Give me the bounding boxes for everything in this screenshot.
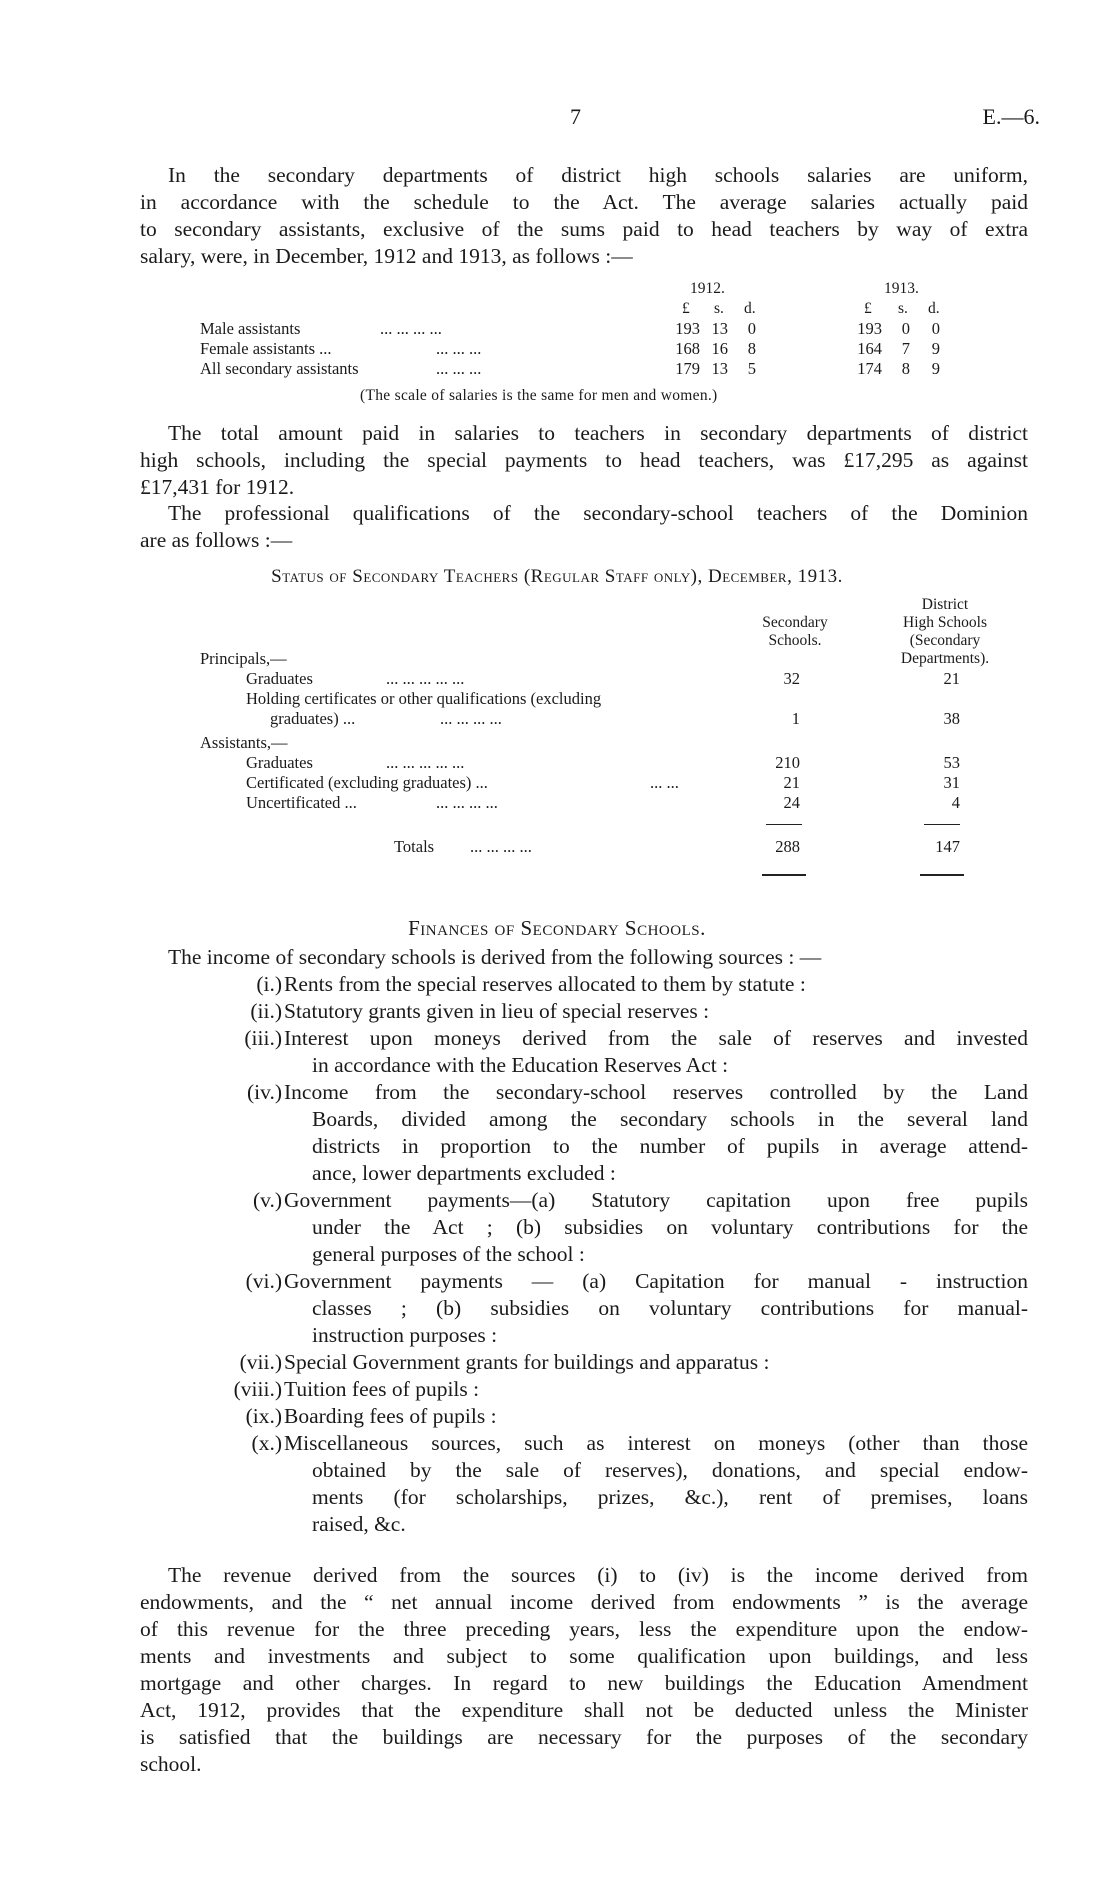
item-line: Government payments—(a) Statutory capitation upon free pupils <box>284 1188 1028 1212</box>
status-row-principal-certified <box>200 708 1020 729</box>
paragraph-line: of this revenue for the three preceding years, less the expenditure upon the endow- <box>140 1617 1028 1641</box>
value-secondary: 21 <box>783 773 800 792</box>
status-row-assistant-graduates <box>200 752 1020 773</box>
leader-dots: ... ... <box>650 773 679 792</box>
unit-pound-1912: £ <box>682 300 690 317</box>
shillings-1913: 7 <box>901 339 910 358</box>
item-line: raised, &c. <box>312 1512 406 1536</box>
paragraph-line: school. <box>140 1752 202 1776</box>
item-line: Miscellaneous sources, such as interest on moneys (other than those <box>284 1431 1028 1455</box>
status-row-principal-holding <box>200 688 1020 709</box>
pounds-1913: 174 <box>857 359 882 378</box>
col-district-high-header-2: High Schools <box>903 614 987 631</box>
row-label: Holding certificates or other qualifications (excluding <box>246 689 602 708</box>
col-district-high-header-3: (Secondary <box>909 632 981 649</box>
pounds-1912: 168 <box>675 339 700 358</box>
item-line: ments (for scholarships, prizes, &c.), rent of premises, loans <box>312 1485 1028 1509</box>
double-rule-secondary <box>762 874 806 876</box>
item-number: (ii.) <box>250 999 282 1023</box>
row-label: Female assistants ... <box>200 339 332 358</box>
item-line: ance, lower departments excluded : <box>312 1161 616 1185</box>
item-number: (vi.) <box>245 1269 282 1293</box>
row-label: Certificated (excluding graduates) ... <box>246 773 488 792</box>
paragraph-line: in accordance with the schedule to the Act. The average salaries actually paid <box>140 190 1028 214</box>
total-salaries-paragraph <box>140 420 1028 501</box>
value-secondary: 210 <box>775 753 800 772</box>
pounds-1913: 164 <box>857 339 882 358</box>
totals-label: Totals <box>394 837 435 856</box>
paragraph-line: The income of secondary schools is derived from the following sources : — <box>168 945 822 969</box>
paragraph-line: In the secondary departments of district high schools salaries are uniform, <box>168 163 1028 187</box>
col-district-high-header-4: Departments). <box>900 650 990 667</box>
item-text <box>284 971 1028 998</box>
paragraph-line: £17,431 for 1912. <box>140 475 295 499</box>
qualifications-paragraph <box>140 500 1028 554</box>
pounds-1913: 193 <box>857 319 882 338</box>
item-line: Interest upon moneys derived from the sale of reserves and invested <box>284 1026 1028 1050</box>
pence-1913: 9 <box>931 359 940 378</box>
revenue-paragraph <box>140 1562 1028 1778</box>
value-secondary: 1 <box>791 709 800 728</box>
item-number: (viii.) <box>233 1377 282 1401</box>
leader-dots: ... ... ... ... <box>440 709 502 728</box>
item-line: Income from the secondary-school reserves controlled by the Land <box>284 1080 1028 1104</box>
item-number: (i.) <box>256 972 282 996</box>
item-text <box>284 998 1028 1025</box>
value-district-high: 38 <box>943 709 960 728</box>
leader-dots: ... ... ... ... ... <box>386 753 465 772</box>
item-text <box>284 1376 1028 1403</box>
item-number: (iii.) <box>244 1026 282 1050</box>
leader-dots: ... ... ... ... <box>470 837 532 856</box>
item-number: (vii.) <box>239 1350 282 1374</box>
item-line: obtained by the sale of reserves), donations, and special endow- <box>312 1458 1028 1482</box>
status-row-assistant-certificated <box>200 772 1020 793</box>
item-text <box>284 1187 1028 1268</box>
item-text <box>284 1268 1028 1349</box>
shillings-1912: 13 <box>711 359 728 378</box>
finances-intro <box>140 944 1028 971</box>
paragraph-line: endowments, and the “ net annual income derived from endowments ” is the average <box>140 1590 1028 1614</box>
item-text <box>284 1430 1028 1538</box>
row-label: Graduates <box>246 753 313 772</box>
status-row-assistant-uncertificated <box>200 792 1020 813</box>
row-label: Male assistants <box>200 319 301 338</box>
paragraph-line: mortgage and other charges. In regard to new buildings the Education Amendment <box>140 1671 1028 1695</box>
item-line: Tuition fees of pupils : <box>284 1377 480 1401</box>
paragraph-line: The revenue derived from the sources (i) to (iv) is the income derived from <box>168 1563 1028 1587</box>
salary-table <box>200 278 980 410</box>
item-text <box>284 1079 1028 1187</box>
salary-row-male <box>200 318 980 339</box>
item-number: (x.) <box>251 1431 282 1455</box>
unit-s-1912: s. <box>714 300 724 317</box>
pence-1912: 8 <box>747 339 756 358</box>
item-number: (iv.) <box>246 1080 282 1104</box>
row-label: All secondary assistants <box>200 359 359 378</box>
pence-1912: 0 <box>747 319 756 338</box>
item-line: in accordance with the Education Reserves Act : <box>312 1053 729 1077</box>
value-district-high: 4 <box>951 793 960 812</box>
item-text <box>284 1403 1028 1430</box>
unit-d-1913: d. <box>928 300 940 317</box>
page-number: 7 <box>570 104 581 129</box>
paragraph-line: high schools, including the special payments to head teachers, was £17,295 as against <box>140 448 1028 472</box>
principals-label: Principals,— <box>200 649 287 668</box>
leader-dots: ... ... ... <box>436 339 482 358</box>
item-line: classes ; (b) subsidies on voluntary contributions for manual- <box>312 1296 1028 1320</box>
leader-dots: ... ... ... ... <box>436 793 498 812</box>
col-secondary-schools-header-2: Schools. <box>768 632 822 649</box>
item-line: Statutory grants given in lieu of special reserves : <box>284 999 710 1023</box>
paragraph-line: salary, were, in December, 1912 and 1913, as follows :— <box>140 244 633 268</box>
pounds-1912: 193 <box>675 319 700 338</box>
item-line: instruction purposes : <box>312 1323 498 1347</box>
shillings-1913: 0 <box>901 319 910 338</box>
unit-s-1913: s. <box>898 300 908 317</box>
paragraph-line: ments and investments and subject to some qualification upon buildings, and less <box>140 1644 1028 1668</box>
paragraph-line: is satisfied that the buildings are necessary for the purposes of the secondary <box>140 1725 1028 1749</box>
total-district-high: 147 <box>935 837 960 856</box>
item-line: general purposes of the school : <box>312 1242 585 1266</box>
pence-1913: 0 <box>931 319 940 338</box>
finances-title: Finances of Secondary Schools. <box>408 916 706 940</box>
item-number: (ix.) <box>245 1404 282 1428</box>
row-label: graduates) ... <box>270 709 356 728</box>
shillings-1913: 8 <box>901 359 910 378</box>
leader-dots: ... ... ... ... ... <box>386 669 465 688</box>
item-line: districts in proportion to the number of pupils in average attend- <box>312 1134 1028 1158</box>
paragraph-line: are as follows :— <box>140 528 293 552</box>
page-header <box>0 104 1114 134</box>
item-number: (v.) <box>252 1188 282 1212</box>
paragraph-line: The total amount paid in salaries to teachers in secondary departments of district <box>168 421 1028 445</box>
row-label: Graduates <box>246 669 313 688</box>
unit-d-1912: d. <box>744 300 756 317</box>
document-reference: E.—6. <box>982 104 1040 129</box>
unit-pound-1913: £ <box>864 300 872 317</box>
status-table-title: Status of Secondary Teachers (Regular Staff only), December, 1913. <box>271 566 843 587</box>
assistants-label: Assistants,— <box>200 733 288 752</box>
pence-1913: 9 <box>931 339 940 358</box>
status-row-principal-graduates <box>200 668 1020 689</box>
item-line: Boards, divided among the secondary schools in the several land <box>312 1107 1028 1131</box>
item-line: Special Government grants for buildings and apparatus : <box>284 1350 770 1374</box>
pence-1912: 5 <box>747 359 756 378</box>
double-rule-district-high <box>920 874 964 876</box>
item-line: Boarding fees of pupils : <box>284 1404 497 1428</box>
status-row-totals <box>200 836 1020 857</box>
salary-note: (The scale of salaries is the same for men and women.) <box>360 387 718 404</box>
intro-paragraph <box>140 162 1028 270</box>
year-1912-header: 1912. <box>690 280 725 297</box>
item-text <box>284 1025 1028 1079</box>
paragraph-line: to secondary assistants, exclusive of the sums paid to head teachers by way of extra <box>140 217 1028 241</box>
row-label: Uncertificated ... <box>246 793 357 812</box>
value-secondary: 32 <box>783 669 800 688</box>
col-secondary-schools-header-1: Secondary <box>762 614 828 631</box>
shillings-1912: 16 <box>711 339 728 358</box>
item-line: under the Act ; (b) subsidies on voluntary contributions for the <box>312 1215 1028 1239</box>
leader-dots: ... ... ... ... <box>380 319 442 338</box>
item-text <box>284 1349 1028 1376</box>
value-district-high: 21 <box>943 669 960 688</box>
status-table <box>200 592 1020 912</box>
paragraph-line: The professional qualifications of the secondary-school teachers of the Dominion <box>168 501 1028 525</box>
sum-rule-secondary <box>766 824 802 825</box>
paragraph-line: Act, 1912, provides that the expenditure shall not be deducted unless the Minister <box>140 1698 1028 1722</box>
value-district-high: 53 <box>943 753 960 772</box>
year-1913-header: 1913. <box>884 280 919 297</box>
col-district-high-header-1: District <box>921 596 969 613</box>
salary-row-female <box>200 338 980 359</box>
shillings-1912: 13 <box>711 319 728 338</box>
leader-dots: ... ... ... <box>436 359 482 378</box>
sum-rule-district-high <box>924 824 960 825</box>
total-secondary: 288 <box>775 837 800 856</box>
item-line: Rents from the special reserves allocated to them by statute : <box>284 972 806 996</box>
pounds-1912: 179 <box>675 359 700 378</box>
value-district-high: 31 <box>943 773 960 792</box>
item-line: Government payments — (a) Capitation for manual - instruction <box>284 1269 1028 1293</box>
value-secondary: 24 <box>783 793 800 812</box>
salary-row-all <box>200 358 980 379</box>
